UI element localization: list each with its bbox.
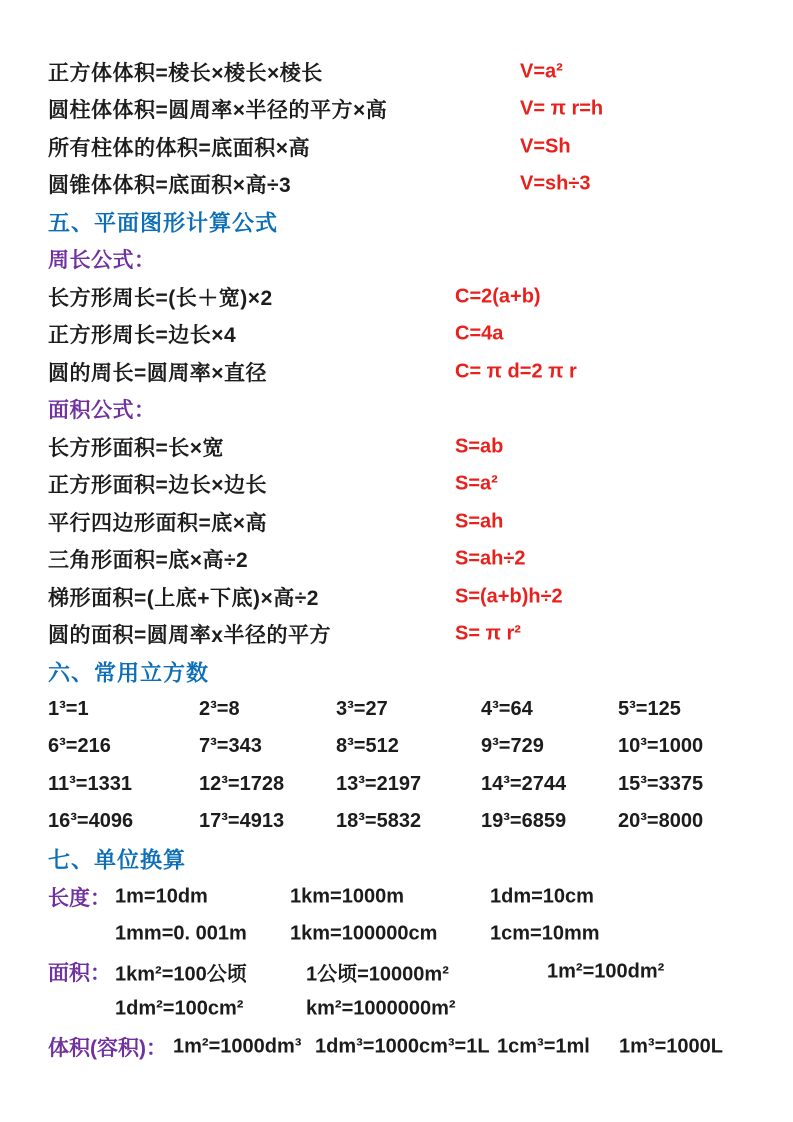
formula-value: C= π d=2 π r [455, 360, 577, 383]
formula-value: V= π r=h [520, 97, 604, 120]
cube-table-row [48, 691, 773, 729]
unit-row-length-1 [48, 878, 773, 916]
cube-value: 8³=512 [336, 735, 399, 758]
cube-value: 2³=8 [199, 697, 240, 720]
formula-label: 圆柱体体积=圆周率×半径的平方×高 [48, 99, 388, 123]
section-heading-text: 五、平面图形计算公式 [48, 210, 279, 236]
unit-row-area-1 [48, 953, 773, 991]
unit-conversion: 1dm²=100cm² [115, 997, 244, 1020]
formula-row [48, 428, 773, 466]
subheading-text: 面积公式： [48, 399, 156, 423]
math-formula-sheet [48, 53, 773, 1066]
section-heading-text: 七、单位换算 [48, 847, 187, 873]
subheading-area [48, 391, 773, 429]
subheading-text: 周长公式： [48, 249, 156, 273]
cube-value: 16³=4096 [48, 810, 134, 833]
unit-conversion: km²=1000000m² [306, 997, 456, 1020]
formula-value: C=4a [455, 322, 504, 345]
unit-conversion: 1m³=1000L [619, 1035, 723, 1058]
cube-value: 1³=1 [48, 697, 89, 720]
formula-label: 长方形面积=长×宽 [48, 436, 225, 460]
unit-row-length-2 [48, 916, 773, 954]
formula-label: 三角形面积=底×高÷2 [48, 549, 249, 573]
formula-label: 正方形面积=边长×边长 [48, 474, 268, 498]
unit-conversion: 1m²=100dm² [547, 960, 665, 983]
cube-value: 3³=27 [336, 697, 388, 720]
formula-row [48, 353, 773, 391]
cube-value: 4³=64 [481, 697, 533, 720]
section-heading-unit-conversion [48, 841, 773, 879]
formula-value: S=(a+b)h÷2 [455, 585, 563, 608]
cube-value: 15³=3375 [618, 772, 704, 795]
unit-conversion: 1公顷=10000m² [306, 963, 449, 986]
cube-value: 12³=1728 [199, 772, 285, 795]
cube-table-row [48, 803, 773, 841]
section-heading-cubes [48, 653, 773, 691]
formula-label: 正方体体积=棱长×棱长×棱长 [48, 61, 323, 85]
formula-value: S=a² [455, 472, 498, 495]
formula-row [48, 128, 773, 166]
formula-row [48, 91, 773, 129]
formula-value: C=2(a+b) [455, 285, 541, 308]
cube-value: 20³=8000 [618, 810, 704, 833]
formula-label: 圆的周长=圆周率×直径 [48, 361, 268, 385]
formula-row [48, 616, 773, 654]
cube-value: 10³=1000 [618, 735, 704, 758]
unit-conversion: 1km²=100公顷 [115, 963, 247, 986]
formula-label: 梯形面积=(上底+下底)×高÷2 [48, 586, 319, 610]
cube-value: 11³=1331 [48, 772, 132, 795]
cube-value: 6³=216 [48, 735, 111, 758]
formula-value: V=Sh [520, 135, 571, 158]
section-heading-text: 六、常用立方数 [48, 660, 210, 686]
formula-label: 所有柱体的体积=底面积×高 [48, 136, 311, 160]
formula-value: V=a² [520, 60, 563, 83]
cube-table-row [48, 766, 773, 804]
unit-row-volume [48, 1028, 773, 1066]
subheading-perimeter [48, 241, 773, 279]
section-heading-plane-figures [48, 203, 773, 241]
formula-label: 长方形周长=(长＋宽)×2 [48, 286, 273, 310]
cube-value: 13³=2197 [336, 772, 422, 795]
formula-value: S=ah [455, 510, 504, 533]
unit-category-label: 长度： [48, 886, 111, 910]
formula-value: V=sh÷3 [520, 172, 591, 195]
formula-value: S= π r² [455, 622, 521, 645]
unit-category-label: 体积(容积)： [48, 1036, 167, 1060]
cube-value: 17³=4913 [199, 810, 285, 833]
unit-conversion: 1cm=10mm [490, 922, 600, 945]
cube-table-row [48, 728, 773, 766]
formula-row [48, 166, 773, 204]
formula-label: 平行四边形面积=底×高 [48, 511, 268, 535]
formula-value: S=ab [455, 435, 504, 458]
cube-value: 19³=6859 [481, 810, 567, 833]
formula-label: 圆的面积=圆周率x半径的平方 [48, 624, 331, 648]
formula-row [48, 578, 773, 616]
formula-row [48, 316, 773, 354]
unit-conversion: 1km=1000m [290, 885, 404, 908]
unit-conversion: 1dm=10cm [490, 885, 594, 908]
formula-value: S=ah÷2 [455, 547, 526, 570]
unit-row-area-2 [48, 991, 773, 1029]
formula-label: 正方形周长=边长×4 [48, 324, 237, 348]
unit-category-label: 面积： [48, 961, 111, 985]
unit-conversion: 1m=10dm [115, 885, 208, 908]
unit-conversion: 1mm=0. 001m [115, 922, 247, 945]
cube-value: 9³=729 [481, 735, 544, 758]
formula-label: 圆锥体体积=底面积×高÷3 [48, 174, 292, 198]
unit-conversion: 1cm³=1ml [497, 1035, 590, 1058]
formula-row [48, 278, 773, 316]
cube-value: 14³=2744 [481, 772, 567, 795]
cube-value: 7³=343 [199, 735, 262, 758]
cube-value: 18³=5832 [336, 810, 422, 833]
formula-row [48, 503, 773, 541]
formula-row [48, 466, 773, 504]
unit-conversion: 1dm³=1000cm³=1L [315, 1035, 490, 1058]
unit-conversion: 1km=100000cm [290, 922, 438, 945]
formula-row [48, 541, 773, 579]
cube-value: 5³=125 [618, 697, 681, 720]
formula-row [48, 53, 773, 91]
unit-conversion: 1m²=1000dm³ [173, 1035, 302, 1058]
